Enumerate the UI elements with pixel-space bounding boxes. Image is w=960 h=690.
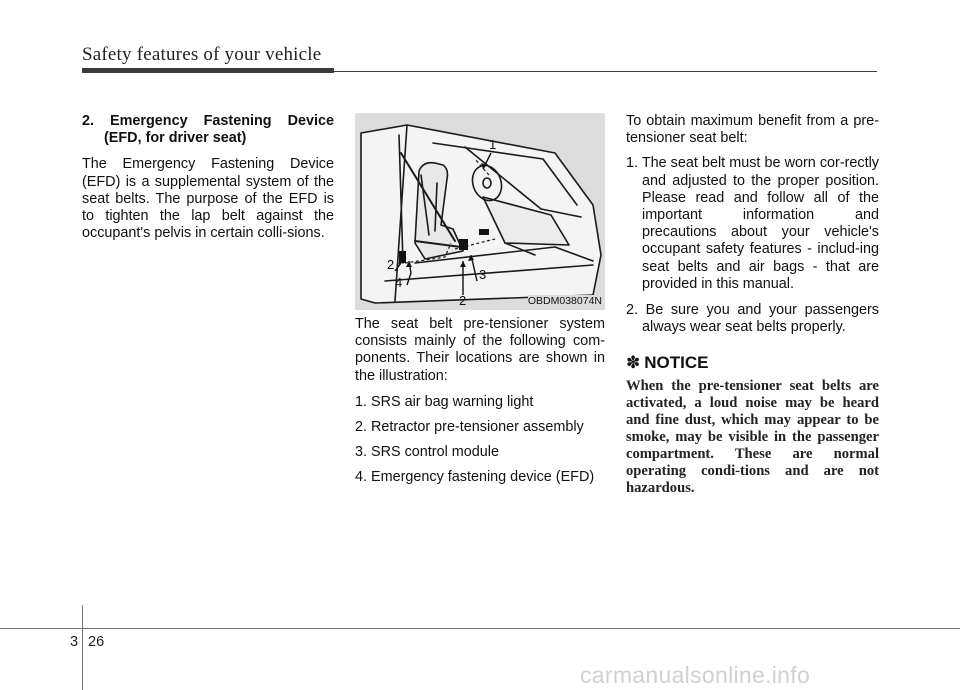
benefit-item-1: 1. The seat belt must be worn cor-rectly and adjusted to the proper position. Please read and follow all of the important information and precautions about your vehicle's occupant safety features - includ-ing seat belts and air bags - that are provided in this manual. [626,155,879,292]
srs-control-module-shape [459,239,468,250]
notice-title: NOTICE [644,353,709,373]
component-item-1: 1. SRS air bag warning light [355,393,534,410]
benefit-item-2: 2. Be sure you and your passengers always wear seat belts properly. [626,302,879,336]
notice-body: When the pre-tensioner seat belts are activated, a loud noise may be heard and fine dust, which may appear to be smoke, may be visible in the passenger compartment. These are normal operating condi-tions and are not hazardous. [626,377,879,496]
footer-horizontal-rule [0,628,960,629]
section-title-efd: 2. Emergency Fastening Device (EFD, for driver seat) [82,113,334,147]
header-rule-thick [82,68,334,73]
callout-2-bottom: 2 [459,293,467,308]
component-item-3: 3. SRS control module [355,444,499,461]
chapter-number: 3 [70,634,79,650]
callout-4: 4 [395,275,403,290]
watermark: carmanualsonline.info [580,662,811,688]
notice-heading [626,354,879,371]
callout-3: 3 [479,267,487,282]
header-rule-thin [334,71,877,73]
efd-shape [479,229,489,235]
seat-belt-illustration [355,113,605,310]
right-column [626,113,879,497]
page-number: 26 [88,634,105,650]
components-intro: The seat belt pre-tensioner system consists mainly of the following com-ponents. Their locations are shown in the illustration: [355,316,605,384]
callout-1: 1 [489,137,497,152]
footer-vertical-rule [82,605,83,690]
car-interior-drawing [355,113,605,310]
efd-description: The Emergency Fastening Device (EFD) is a supplemental system of the seat belts. The purpose of the EFD is to tighten the lap belt against the occupant's pelvis in certain colli-sions. [82,156,334,242]
benefit-intro: To obtain maximum benefit from a pre-tensioner seat belt: [626,113,879,147]
notice-icon: ✽ [626,353,641,373]
page-header-title: Safety features of your vehicle [82,44,322,65]
component-item-4: 4. Emergency fastening device (EFD) [355,469,595,486]
component-item-2: 2. Retractor pre-tensioner assembly [355,419,584,436]
figure-code: OBDM038074N [527,295,602,307]
middle-column [355,316,605,495]
retractor-shape [399,251,406,263]
callout-2-left: 2 [387,257,395,272]
left-column [82,113,334,251]
